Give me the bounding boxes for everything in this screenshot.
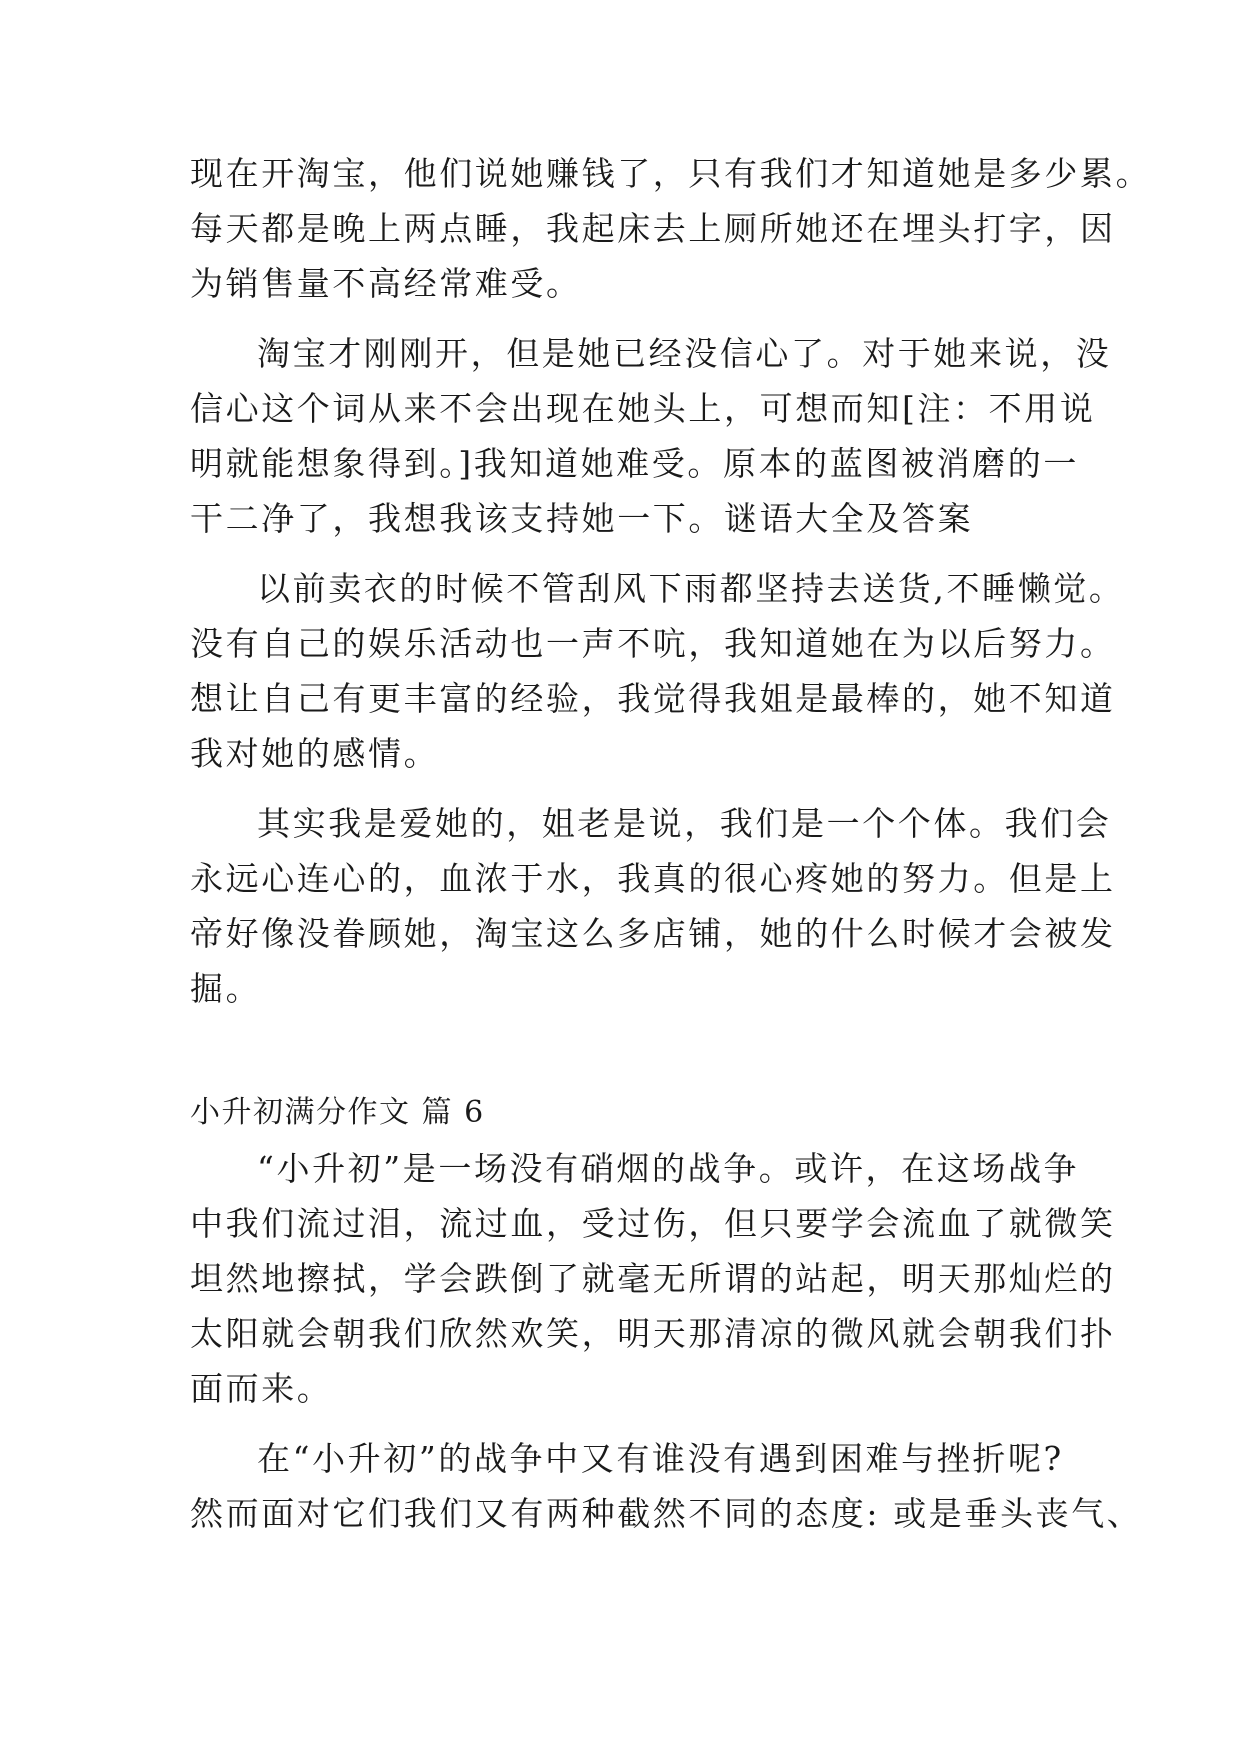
paragraph-2-line-3: 明就能想象得到。]我知道她难受。原本的蓝图被消磨的一 [190,444,1079,483]
paragraph-6-line-1: 在“小升初”的战争中又有谁没有遇到困难与挫折呢? [257,1439,1064,1478]
paragraph-4-line-2: 永远心连心的，血浓于水，我真的很心疼她的努力。但是上 [190,859,1116,898]
paragraph-3-line-2: 没有自己的娱乐活动也一声不吭，我知道她在为以后努力。 [190,624,1116,663]
paragraph-1-line-3: 为销售量不高经常难受。 [190,264,582,303]
paragraph-5-line-5: 面而来。 [190,1369,333,1408]
paragraph-3-line-1: 以前卖衣的时候不管刮风下雨都坚持去送货,不睡懒觉。 [257,569,1125,608]
paragraph-5-line-4: 太阳就会朝我们欣然欢笑，明天那清凉的微风就会朝我们扑 [190,1314,1116,1353]
section-heading: 小升初满分作文 篇 6 [190,1095,485,1130]
paragraph-5-line-3: 坦然地擦拭，学会跌倒了就毫无所谓的站起，明天那灿烂的 [190,1259,1116,1298]
paragraph-4-line-4: 掘。 [190,969,262,1008]
paragraph-2-line-1: 淘宝才刚刚开，但是她已经没信心了。对于她来说，没 [257,334,1112,373]
paragraph-5-line-1: “小升初”是一场没有硝烟的战争。或许，在这场战争 [257,1149,1080,1188]
paragraph-2-line-2: 信心这个词从来不会出现在她头上，可想而知[注：不用说 [190,389,1096,428]
paragraph-3-line-3: 想让自己有更丰富的经验，我觉得我姐是最棒的，她不知道 [190,679,1116,718]
paragraph-3-line-4: 我对她的感情。 [190,734,440,773]
paragraph-4-line-1: 其实我是爱她的，姐老是说，我们是一个个体。我们会 [257,804,1112,843]
paragraph-1-line-1: 现在开淘宝，他们说她赚钱了，只有我们才知道她是多少累。 [190,154,1152,193]
paragraph-5-line-2: 中我们流过泪，流过血，受过伤，但只要学会流血了就微笑 [190,1204,1116,1243]
paragraph-2-line-4: 干二净了，我想我该支持她一下。谜语大全及答案 [190,499,974,538]
paragraph-6-line-2: 然而面对它们我们又有两种截然不同的态度: 或是垂头丧气、 [190,1494,1143,1533]
paragraph-1-line-2: 每天都是晚上两点睡，我起床去上厕所她还在埋头打字，因 [190,209,1116,248]
paragraph-4-line-3: 帝好像没眷顾她，淘宝这么多店铺，她的什么时候才会被发 [190,914,1116,953]
